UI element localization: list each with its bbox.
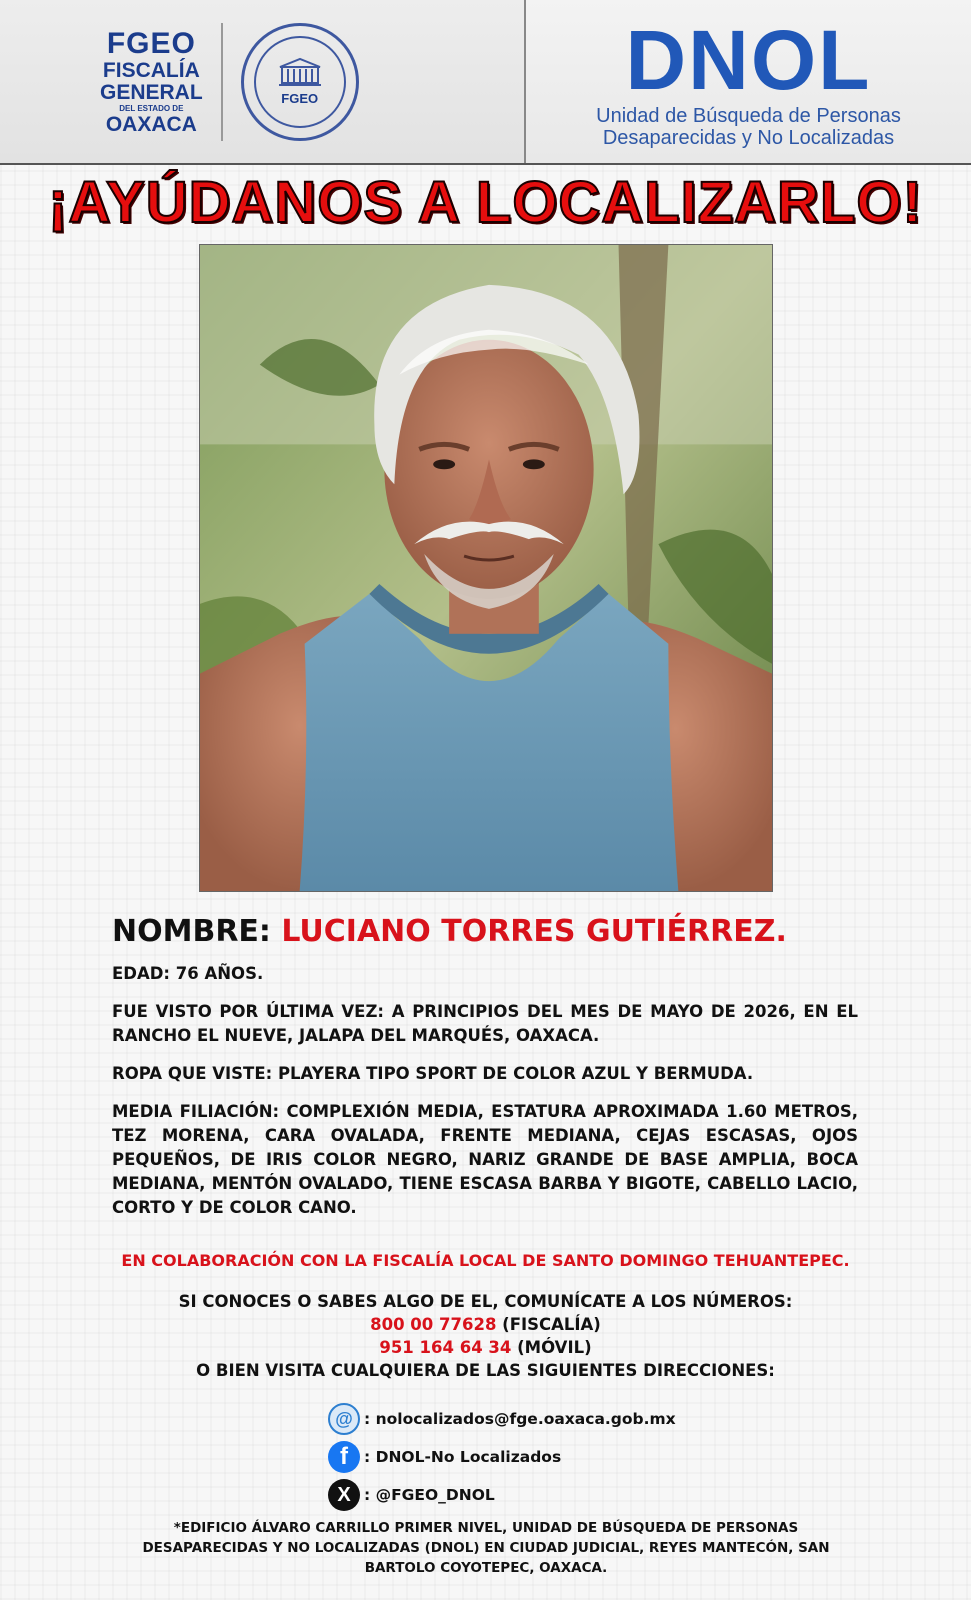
portrait-image <box>200 245 772 891</box>
fgeo-logo-area <box>0 0 526 163</box>
dnol-title: DNOL <box>625 12 872 107</box>
clothes-text: PLAYERA TIPO SPORT DE COLOR AZUL Y BERMUDA. <box>277 1064 754 1083</box>
email-icon-box <box>326 1401 362 1437</box>
contact-intro: SI CONOCES O SABES ALGO DE EL, COMUNÍCATE A LOS NÚMEROS: <box>178 1292 793 1311</box>
phone-number-1[interactable]: 800 00 77628 <box>370 1315 497 1334</box>
phone-number-2[interactable]: 951 164 64 34 <box>379 1338 512 1357</box>
email-text[interactable]: : nolocalizados@fge.oaxaca.gob.mx <box>364 1410 676 1428</box>
dnol-subtitle-2: Desaparecidas y No Localizadas <box>602 126 895 149</box>
email-icon: @ <box>328 1403 360 1435</box>
header-divider <box>221 23 223 141</box>
fgeo-line-4: OAXACA <box>105 112 197 136</box>
seal-label: FGEO <box>281 91 319 106</box>
facebook-icon-box <box>326 1439 362 1475</box>
dnol-logo-area <box>526 0 971 163</box>
last-seen-text: A PRINCIPIOS DEL MES DE MAYO DE 2026, EN EL RANCHO EL NUEVE, JALAPA DEL MARQUÉS, OAXACA. <box>112 1002 858 1045</box>
seal-inner <box>254 36 346 128</box>
fgeo-logo <box>100 28 203 136</box>
name-label: NOMBRE: <box>112 914 271 949</box>
fgeo-mark: FGEO <box>106 26 196 60</box>
description-paragraph <box>112 1100 858 1220</box>
facebook-icon: f <box>328 1441 360 1473</box>
last-seen-paragraph <box>112 1000 858 1048</box>
x-icon-box <box>326 1477 362 1513</box>
email-row[interactable] <box>326 1400 746 1438</box>
phone-label-1: (FISCALÍA) <box>502 1315 601 1334</box>
social-links <box>326 1400 746 1514</box>
contact-block <box>0 1290 971 1382</box>
header <box>0 0 971 165</box>
name-value: LUCIANO TORRES GUTIÉRREZ. <box>281 914 787 949</box>
x-icon: X <box>328 1479 360 1511</box>
phone-label-2: (MÓVIL) <box>517 1338 592 1357</box>
fgeo-line-2: GENERAL <box>100 80 203 104</box>
person-photo <box>199 244 773 892</box>
facebook-text[interactable]: : DNOL-No Localizados <box>364 1448 562 1466</box>
description-label: MEDIA FILIACIÓN: <box>112 1102 280 1121</box>
clothes-paragraph <box>112 1062 858 1086</box>
dnol-subtitle-1: Unidad de Búsqueda de Personas <box>596 104 901 127</box>
headline: ¡AYÚDANOS A LOCALIZARLO! <box>48 170 923 235</box>
person-info <box>112 912 858 1220</box>
name-line <box>112 912 858 952</box>
contact-outro: O BIEN VISITA CUALQUIERA DE LAS SIGUIENTES DIRECCIONES: <box>196 1361 775 1380</box>
fiscalia-seal <box>241 23 359 141</box>
phone-line-2 <box>0 1336 971 1359</box>
footer-address: *EDIFICIO ÁLVARO CARRILLO PRIMER NIVEL, UNIDAD DE BÚSQUEDA DE PERSONAS DESAPARECIDAS Y NO LOCALIZADAS (DNOL) EN CIUDAD JUDICIAL, REYES MANTECÓN, SAN BARTOLO COYOTEPEC, OAXACA. <box>142 1520 830 1576</box>
collaboration-note: EN COLABORACIÓN CON LA FISCALÍA LOCAL DE SANTO DOMINGO TEHUANTEPEC. <box>121 1251 850 1270</box>
facebook-row[interactable] <box>326 1438 746 1476</box>
description-text: COMPLEXIÓN MEDIA, ESTATURA APROXIMADA 1.60 METROS, TEZ MORENA, CARA OVALADA, FRENTE MEDIANA, CEJAS ESCASAS, OJOS PEQUEÑOS, DE IRIS COLOR NEGRO, NARIZ GRANDE DE BASE AMPLIA, BOCA MEDIANA, MENTÓN OVALADO, TIENE ESCASA BARBA Y BIGOTE, CABELLO LACIO, CORTO Y DE COLOR CANO. <box>112 1102 858 1217</box>
twitter-text[interactable]: : @FGEO_DNOL <box>364 1486 495 1504</box>
fgeo-line-1: FISCALÍA <box>102 58 200 82</box>
age-text: EDAD: 76 AÑOS. <box>112 964 264 983</box>
fgeo-line-3: DEL ESTADO DE <box>119 103 184 113</box>
building-icon <box>277 57 323 87</box>
phone-line-1 <box>0 1313 971 1336</box>
last-seen-label: FUE VISTO POR ÚLTIMA VEZ: <box>112 1002 385 1021</box>
twitter-row[interactable] <box>326 1476 746 1514</box>
clothes-label: ROPA QUE VISTE: <box>112 1064 273 1083</box>
